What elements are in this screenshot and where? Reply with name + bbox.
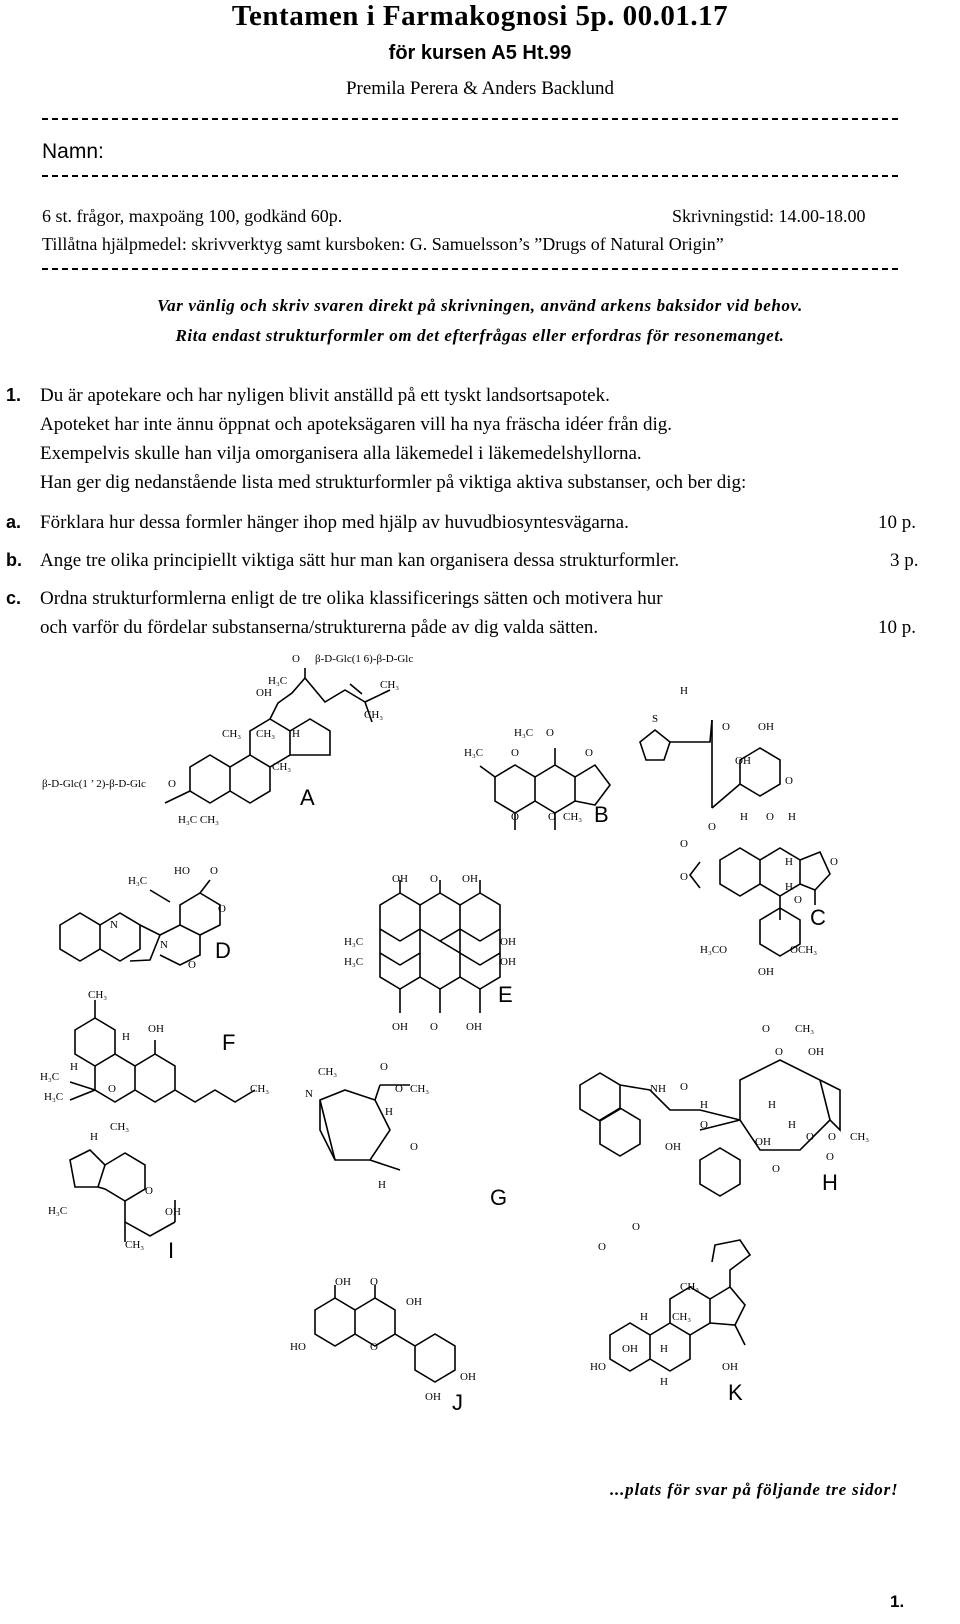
- svg-text:CH₃: CH₃: [125, 1239, 145, 1251]
- svg-text:O: O: [772, 1163, 780, 1175]
- structure-thiophene-sugar: [640, 720, 780, 808]
- atom-label: O: [292, 653, 300, 665]
- svg-text:H₃C: H₃C: [44, 1091, 64, 1103]
- svg-text:O: O: [395, 1083, 403, 1095]
- part-points: 3 p.: [890, 550, 919, 571]
- sugar-label-a-top: β-D-Glc(1 6)-β-D-Glc: [315, 653, 414, 665]
- svg-text:O: O: [430, 1021, 438, 1033]
- svg-text:H: H: [660, 1376, 668, 1388]
- structure-j: [315, 1285, 455, 1382]
- structure-label-c: C: [810, 905, 826, 930]
- page-number: 1.: [890, 1592, 905, 1611]
- svg-text:H: H: [768, 1099, 776, 1111]
- structure-label-j: J: [452, 1390, 463, 1415]
- svg-text:H: H: [122, 1031, 130, 1043]
- svg-text:H₃C: H₃C: [40, 1071, 60, 1083]
- svg-text:O: O: [632, 1221, 640, 1233]
- svg-text:CH₃: CH₃: [680, 1281, 700, 1293]
- atom-label: O: [168, 778, 176, 790]
- question-count: 6 st. frågor, maxpoäng 100, godkänd 60p.: [42, 206, 343, 226]
- svg-text:O: O: [680, 1081, 688, 1093]
- svg-text:CH₃: CH₃: [672, 1311, 692, 1323]
- question-line: Han ger dig nedanstående lista med strukturformler på viktiga aktiva substanser, och ber dig:: [40, 472, 747, 493]
- atom-label: CH₃: [380, 679, 400, 691]
- continuation-note: ...plats för svar på följande tre sidor!: [610, 1480, 899, 1499]
- structure-label-k: K: [728, 1380, 743, 1405]
- svg-text:H₃CO: H₃CO: [700, 944, 728, 956]
- structure-label-a: A: [300, 785, 315, 810]
- question-number: 1.: [6, 385, 22, 405]
- structure-i: [70, 1150, 175, 1242]
- structure-label-d: D: [215, 938, 231, 963]
- svg-text:H: H: [788, 811, 796, 823]
- svg-text:H: H: [90, 1131, 98, 1143]
- svg-text:O: O: [766, 811, 774, 823]
- svg-text:O: O: [806, 1131, 814, 1143]
- atom-label: H₃C: [268, 675, 288, 687]
- svg-text:O: O: [680, 871, 688, 883]
- structure-label-i: I: [168, 1238, 175, 1263]
- svg-text:O: O: [410, 1141, 418, 1153]
- atom-label: CH₃: [256, 728, 276, 740]
- authors: Premila Perera & Anders Backlund: [345, 78, 615, 99]
- svg-text:O: O: [826, 1151, 834, 1163]
- sugar-label-a-left: β-D-Glc(1 ’ 2)-β-D-Glc: [42, 778, 146, 790]
- svg-text:CH₃: CH₃: [88, 989, 108, 1001]
- question-line: Exempelvis skulle han vilja omorganisera alla läkemedel i läkemedelshyllorna.: [40, 443, 642, 464]
- svg-text:H₃C: H₃C: [464, 747, 484, 759]
- part-label: a.: [6, 512, 22, 532]
- svg-text:H: H: [385, 1106, 393, 1118]
- svg-text:CH₃: CH₃: [110, 1121, 130, 1133]
- atom-label: H₃C CH₃: [178, 814, 219, 826]
- svg-text:H₃C: H₃C: [344, 936, 364, 948]
- course-line: för kursen A5 Ht.99: [388, 42, 572, 64]
- svg-text:CH₃: CH₃: [250, 1083, 270, 1095]
- svg-text:OH: OH: [466, 1021, 482, 1033]
- svg-text:HO: HO: [590, 1361, 606, 1373]
- svg-text:O: O: [585, 747, 593, 759]
- instruction-1: Var vänlig och skriv svaren direkt på skrivningen, använd arkens baksidor vid behov.: [157, 296, 803, 315]
- part-text: och varför du fördelar substanserna/strukturerna påde av dig valda sätten.: [40, 617, 599, 638]
- svg-text:OH: OH: [406, 1296, 422, 1308]
- svg-text:O: O: [700, 1119, 708, 1131]
- svg-text:N: N: [160, 939, 168, 951]
- structure-g: [320, 1085, 410, 1170]
- svg-text:H: H: [788, 1119, 796, 1131]
- svg-text:O: O: [548, 811, 556, 823]
- structure-label-f: F: [222, 1030, 236, 1055]
- svg-text:OCH₃: OCH₃: [790, 944, 818, 956]
- writing-time: Skrivningstid: 14.00-18.00: [672, 206, 866, 226]
- svg-text:NH: NH: [650, 1083, 666, 1095]
- svg-text:H: H: [660, 1343, 668, 1355]
- svg-text:H: H: [740, 811, 748, 823]
- svg-text:H₃C: H₃C: [514, 727, 534, 739]
- svg-text:O: O: [511, 811, 519, 823]
- structure-h: [580, 1060, 840, 1196]
- svg-text:H: H: [785, 856, 793, 868]
- structure-d: [60, 880, 220, 965]
- part-points: 10 p.: [878, 512, 916, 533]
- structure-label-b: B: [594, 802, 609, 827]
- svg-text:O: O: [218, 903, 226, 915]
- svg-text:H: H: [640, 1311, 648, 1323]
- svg-text:O: O: [762, 1023, 770, 1035]
- part-label: b.: [6, 550, 22, 570]
- atom-label: CH₃: [272, 761, 292, 773]
- svg-text:O: O: [785, 775, 793, 787]
- svg-text:O: O: [370, 1341, 378, 1353]
- allowed-aids: Tillåtna hjälpmedel: skrivverktyg samt kursboken: G. Samuelsson’s ”Drugs of Natural Origin”: [42, 234, 724, 254]
- question-line: Apoteket har inte ännu öppnat och apoteksägaren vill ha nya fräscha idéer från dig.: [40, 414, 673, 435]
- svg-text:O: O: [511, 747, 519, 759]
- svg-text:OH: OH: [500, 936, 516, 948]
- svg-text:H₃C: H₃C: [344, 956, 364, 968]
- svg-text:O: O: [546, 727, 554, 739]
- atom-label: H: [292, 728, 300, 740]
- structure-a: [165, 668, 390, 803]
- svg-text:CH₃: CH₃: [318, 1066, 338, 1078]
- svg-text:OH: OH: [392, 873, 408, 885]
- svg-text:CH₃: CH₃: [410, 1083, 430, 1095]
- svg-text:OH: OH: [755, 1136, 771, 1148]
- svg-text:N: N: [110, 919, 118, 931]
- svg-text:O: O: [370, 1276, 378, 1288]
- svg-text:OH: OH: [758, 721, 774, 733]
- svg-text:H: H: [785, 881, 793, 893]
- svg-text:H: H: [378, 1179, 386, 1191]
- svg-text:OH: OH: [335, 1276, 351, 1288]
- svg-text:O: O: [188, 959, 196, 971]
- question-line: Du är apotekare och har nyligen blivit anställd på ett tyskt landsortsapotek.: [40, 385, 610, 406]
- exam-title: Tentamen i Farmakognosi 5p. 00.01.17: [231, 0, 729, 32]
- svg-text:O: O: [828, 1131, 836, 1143]
- svg-text:O: O: [680, 838, 688, 850]
- svg-text:O: O: [598, 1241, 606, 1253]
- svg-text:OH: OH: [758, 966, 774, 978]
- svg-text:O: O: [380, 1061, 388, 1073]
- svg-text:OH: OH: [500, 956, 516, 968]
- svg-text:O: O: [145, 1185, 153, 1197]
- svg-text:O: O: [722, 721, 730, 733]
- instruction-2: Rita endast strukturformler om det efterfrågas eller erfordras för resonemanget.: [175, 326, 785, 345]
- part-points: 10 p.: [878, 617, 916, 638]
- svg-text:CH₃: CH₃: [795, 1023, 815, 1035]
- svg-text:O: O: [108, 1083, 116, 1095]
- svg-text:OH: OH: [460, 1371, 476, 1383]
- svg-text:OH: OH: [735, 755, 751, 767]
- svg-text:OH: OH: [808, 1046, 824, 1058]
- svg-text:OH: OH: [148, 1023, 164, 1035]
- svg-text:HO: HO: [174, 865, 190, 877]
- svg-text:H: H: [700, 1099, 708, 1111]
- svg-text:OH: OH: [392, 1021, 408, 1033]
- svg-text:S: S: [652, 713, 659, 725]
- svg-text:O: O: [794, 894, 802, 906]
- atom-label: CH₃: [364, 709, 384, 721]
- svg-text:O: O: [210, 865, 218, 877]
- atom-label: OH: [256, 687, 272, 699]
- svg-text:CH₃: CH₃: [850, 1131, 870, 1143]
- part-text: Ordna strukturformlerna enligt de tre olika klassificerings sätten och motivera hur: [40, 588, 663, 609]
- svg-text:OH: OH: [722, 1361, 738, 1373]
- svg-text:HO: HO: [290, 1341, 306, 1353]
- structure-b: [480, 748, 610, 830]
- structure-e: [380, 880, 500, 1013]
- part-label: c.: [6, 588, 22, 608]
- name-label: Namn:: [42, 140, 104, 163]
- svg-text:N: N: [305, 1088, 313, 1100]
- svg-text:O: O: [830, 856, 838, 868]
- svg-text:OH: OH: [425, 1391, 441, 1403]
- part-text: Ange tre olika principiellt viktiga sätt hur man kan organisera dessa strukturformler.: [40, 550, 680, 571]
- structure-label-g: G: [490, 1185, 508, 1210]
- svg-text:CH₃: CH₃: [563, 811, 583, 823]
- svg-text:O: O: [708, 821, 716, 833]
- svg-text:OH: OH: [665, 1141, 681, 1153]
- structure-c: [690, 848, 830, 956]
- svg-text:H: H: [680, 685, 688, 697]
- svg-text:OH: OH: [165, 1206, 181, 1218]
- part-text: Förklara hur dessa formler hänger ihop med hjälp av huvudbiosyntesvägarna.: [40, 512, 629, 533]
- structure-label-e: E: [498, 982, 513, 1007]
- svg-text:OH: OH: [622, 1343, 638, 1355]
- svg-text:O: O: [430, 873, 438, 885]
- svg-text:OH: OH: [462, 873, 478, 885]
- svg-text:H: H: [70, 1061, 78, 1073]
- atom-label: CH₃: [222, 728, 242, 740]
- svg-text:H₃C: H₃C: [128, 875, 148, 887]
- structure-label-h: H: [822, 1170, 838, 1195]
- svg-text:H₃C: H₃C: [48, 1205, 68, 1217]
- svg-text:O: O: [775, 1046, 783, 1058]
